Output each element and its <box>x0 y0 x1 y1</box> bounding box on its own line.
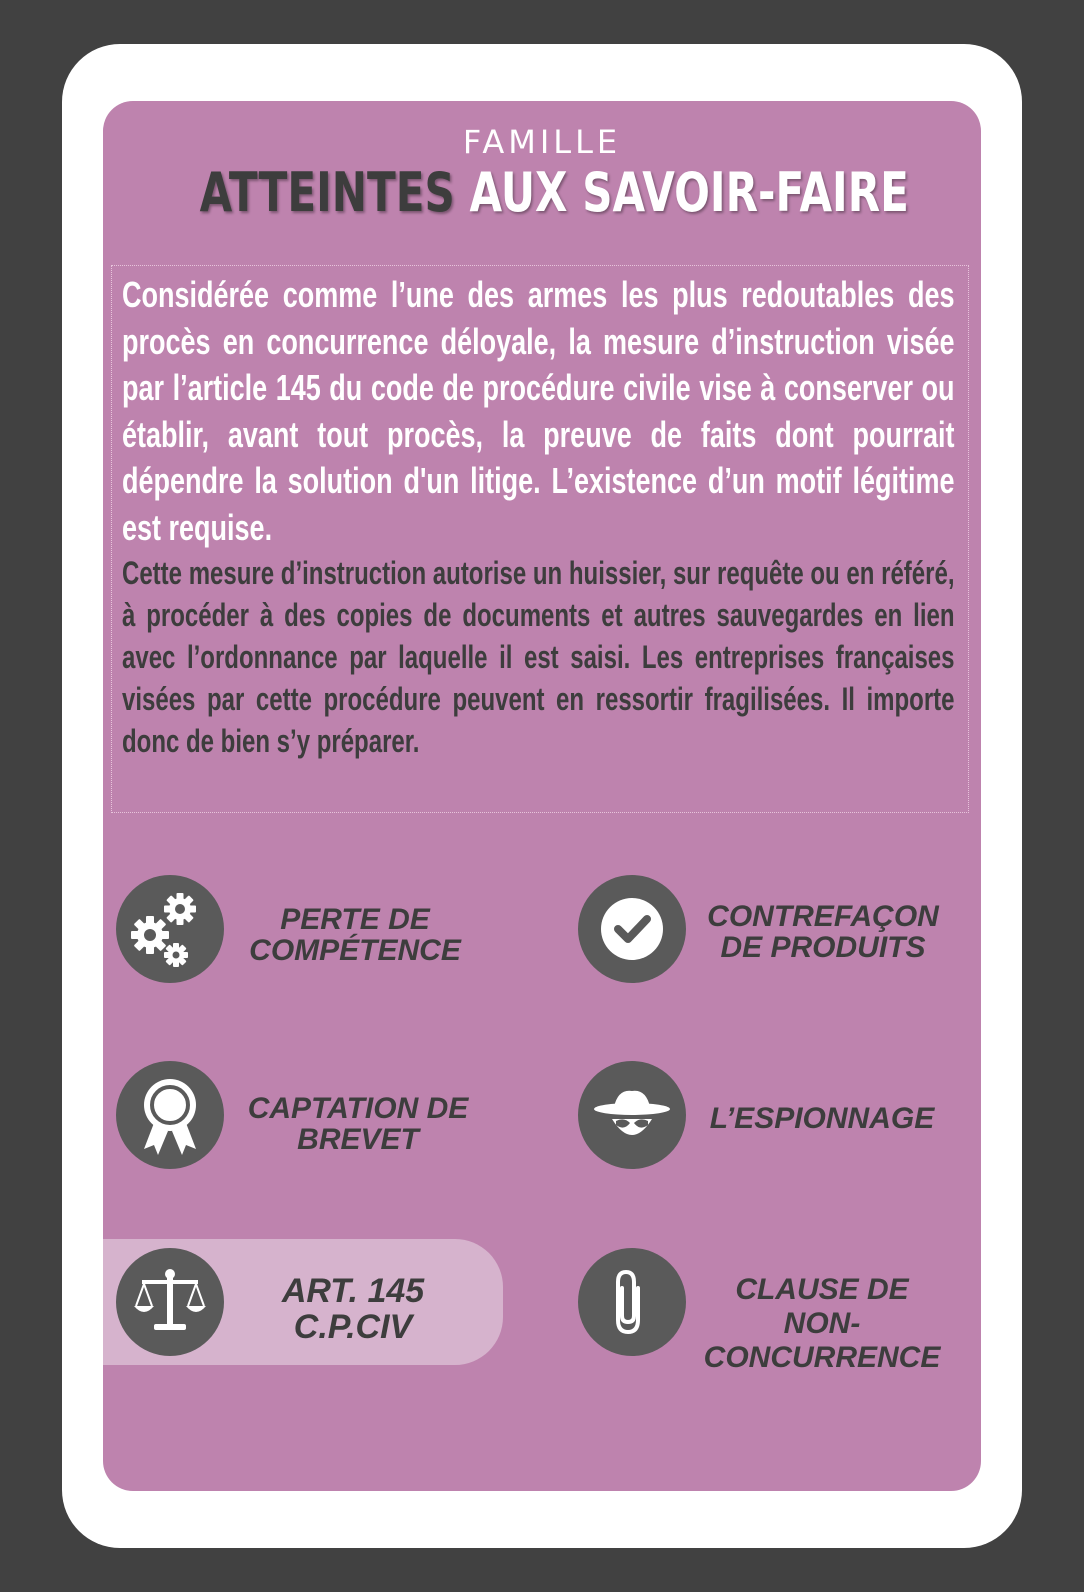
gears-icon <box>116 875 224 983</box>
item-label: CAPTATION DE BREVET <box>247 1092 469 1156</box>
family-title <box>199 161 909 225</box>
family-label: FAMILLE <box>462 123 622 161</box>
family-panel <box>103 101 981 1491</box>
description-paragraph-1: Considérée comme l’une des armes les plus redoutables des procès en concurrence déloyale, la mesure d’instruction visée par l’article 145 du code de procédure civile vise à conserver ou établir, avant tout procès, la preuve de faits dont pourrait dépendre la solution d'un litige. L’existence d’un motif légitime est requise. <box>122 274 955 548</box>
rosette-icon <box>116 1061 224 1169</box>
title-light-part: AUX SAVOIR-FAIRE <box>469 161 909 224</box>
title-dark-part: ATTEINTES <box>199 161 455 224</box>
item-label: L’ESPIONNAGE <box>709 1102 935 1135</box>
description-box <box>111 265 969 813</box>
description-paragraph-2: Cette mesure d’instruction autorise un huissier, sur requête ou en référé, à procéder à des copies de documents et autres sauvegardes en lien avec l’ordonnance par laquelle il est saisi. Les entreprises françaises visées par cette procédure peuvent en ressortir fragilisées. Il importe donc de bien s’y préparer. <box>122 555 955 759</box>
check-icon <box>578 875 686 983</box>
spy-icon <box>578 1061 686 1169</box>
item-label: PERTE DE COMPÉTENCE <box>249 903 461 967</box>
item-label: CONTREFAÇON DE PRODUITS <box>707 900 939 964</box>
item-label: ART. 145 C.P.CIV <box>281 1272 425 1346</box>
paperclip-icon <box>578 1248 686 1356</box>
scales-icon <box>116 1248 224 1356</box>
item-label: CLAUSE DE NON- CONCURRENCE <box>703 1273 941 1374</box>
